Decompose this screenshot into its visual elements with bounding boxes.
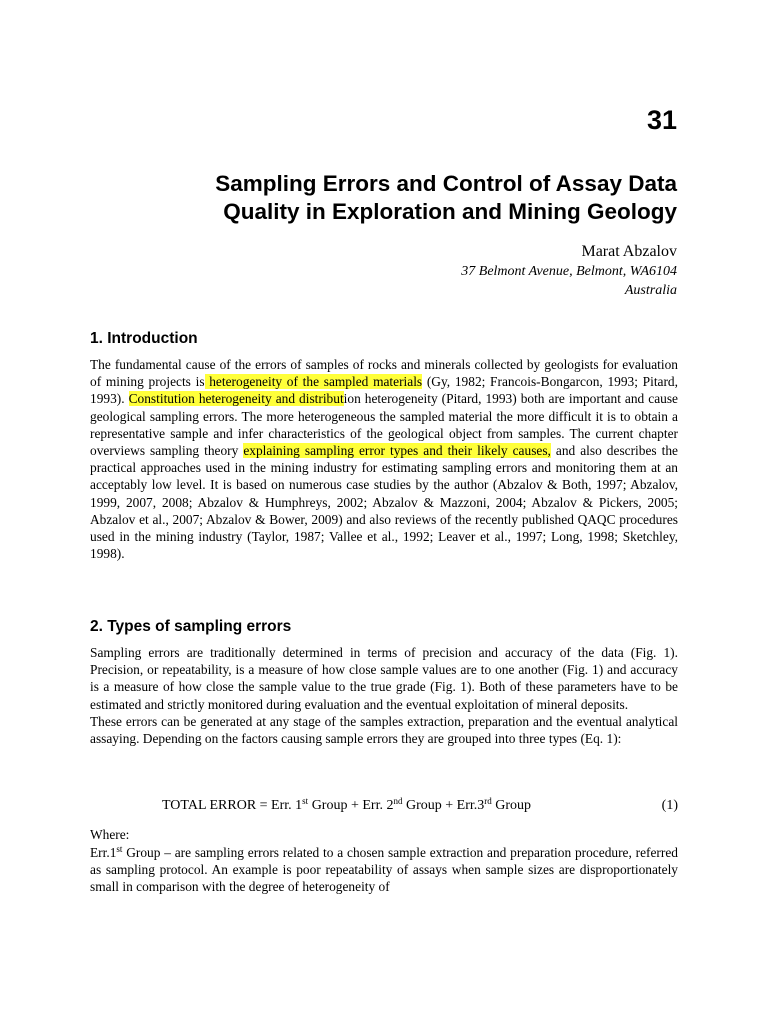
eq-mid-1: Group + Err. 2 — [308, 798, 394, 813]
section-heading-introduction: 1. Introduction — [90, 330, 198, 347]
author-name: Marat Abzalov — [581, 243, 677, 260]
intro-text-b: (Gy, 1982; Francois-Bongarcon, 1993; Pitard, 1993). — [90, 374, 678, 407]
err1-paragraph — [90, 844, 678, 896]
eq-lhs: TOTAL ERROR = Err. 1 — [162, 798, 303, 813]
equation-number: (1) — [661, 798, 678, 813]
highlight-constitution: Constitution heterogeneity and distribut — [128, 391, 344, 407]
types-paragraphs — [90, 644, 678, 747]
err1-sup: st — [116, 844, 123, 854]
title-line-2: Quality in Exploration and Mining Geology — [223, 199, 677, 224]
err1-term: Err.1 — [90, 845, 117, 860]
types-paragraph-2: These errors can be generated at any stage of the samples extraction, preparation and the eventual analytical assaying. Depending on the factors causing sample errors they are grouped into three types (Eq. 1): — [90, 713, 678, 747]
eq-end: Group — [491, 798, 532, 813]
eq-mid-2: Group + Err.3 — [402, 798, 485, 813]
section-heading-types: 2. Types of sampling errors — [90, 618, 292, 635]
err1-text: Group – are sampling errors related to a chosen sample extraction and preparation procedure, referred as sampling protocol. An example is poor repeatability of assays when sample sizes are disproportionately small in comparison with the degree of heterogeneity of — [90, 845, 678, 895]
intro-text-c: ion heterogeneity (Pitard, 1993) both are important and cause geological sampling errors. The more heterogeneous the sampled material the more difficult it is to obtain a representative sample and infer characteristics of the geological object from samples. The current chapter overviews sampling theory — [90, 391, 678, 459]
author-address: 37 Belmont Avenue, Belmont, WA6104 — [461, 264, 677, 279]
eq-sup-1: st — [302, 796, 309, 806]
introduction-paragraph — [90, 356, 678, 562]
where-label: Where: — [90, 827, 130, 842]
equation-expression — [162, 798, 531, 814]
author-country: Australia — [624, 283, 677, 298]
intro-text-d: and also describes the practical approaches used in the mining industry for estimating sampling errors and monitoring them at an acceptably low level. It is based on numerous case studies by the author (Abzalov & Both, 1997; Abzalov, 1999, 2007, 2008; Abzalov & Humphreys, 2002; Abzalov & Mazzoni, 2004; Abzalov & Pickers, 2005; Abzalov et al., 2007; Abzalov & Bower, 2009) and also reviews of the recently published QAQC procedures used in the mining industry (Taylor, 1987; Vallee et al., 1992; Leaver et al., 1997; Long, 1998; Sketchley, 1998). — [90, 443, 678, 562]
eq-sup-2: nd — [393, 796, 403, 806]
intro-text-a: The fundamental cause of the errors of samples of rocks and minerals collected by geologists for evaluation of mining projects is — [90, 357, 678, 390]
title-line-1: Sampling Errors and Control of Assay Data — [215, 171, 677, 196]
chapter-number: 31 — [646, 105, 677, 135]
chapter-title — [120, 170, 677, 226]
types-paragraph-1: Sampling errors are traditionally determined in terms of precision and accuracy of the data (Fig. 1). Precision, or repeatability, is a measure of how close sample values are to one another (Fig. 1) and accuracy is a measure of how close the sample value to the true grade (Fig. 1). Both of these parameters have to be estimated and strictly monitored during evaluation and the eventual exploitation of mineral deposits. — [90, 645, 678, 712]
eq-sup-3: rd — [484, 796, 492, 806]
equation-1 — [90, 798, 678, 818]
highlight-error-types: explaining sampling error types and their likely causes, — [243, 443, 551, 459]
highlight-heterogeneity: heterogeneity of the sampled materials — [204, 374, 423, 390]
